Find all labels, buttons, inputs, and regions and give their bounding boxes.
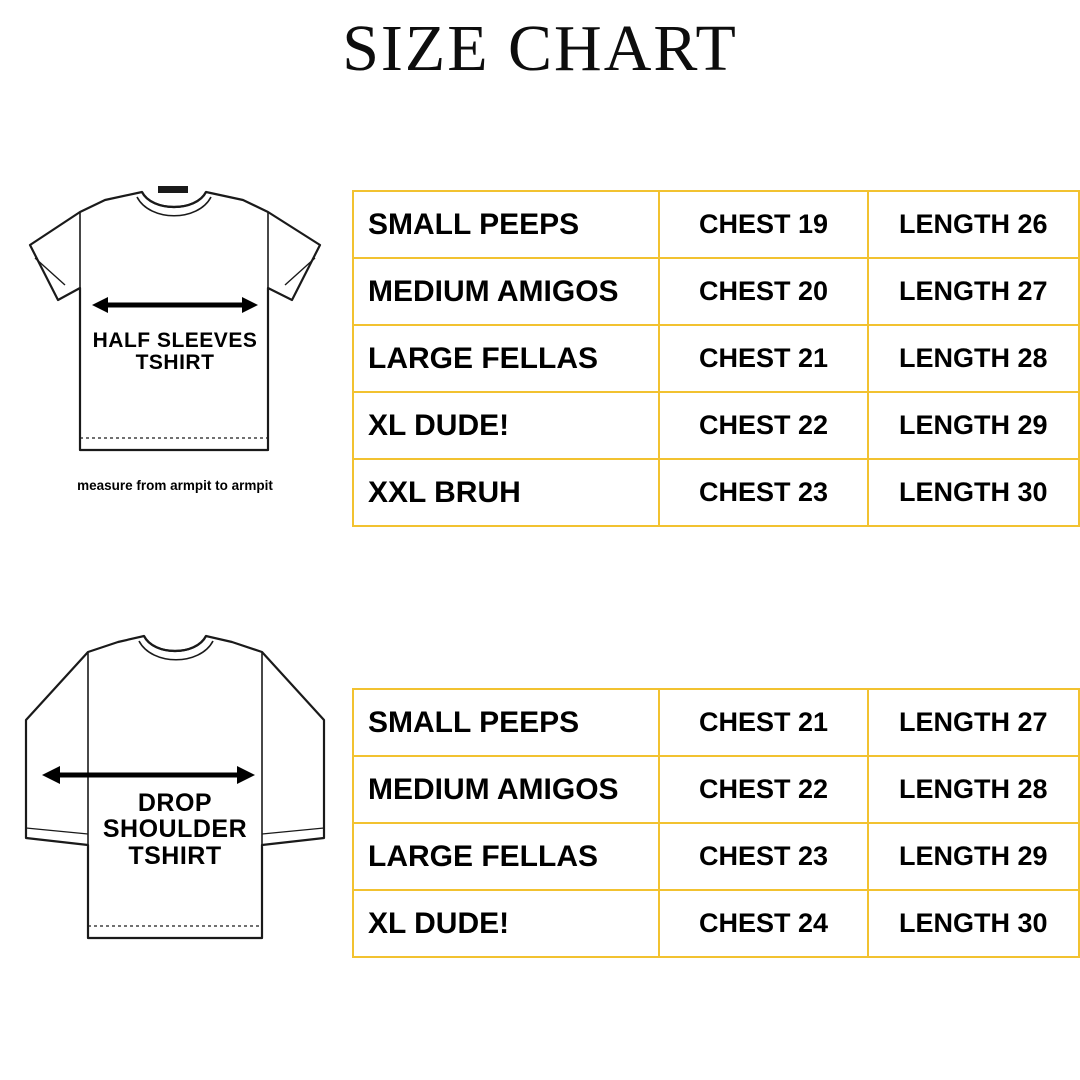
table-row <box>353 823 1079 890</box>
cell-length: LENGTH 28 <box>868 325 1079 392</box>
half-sleeves-caption <box>10 330 340 374</box>
cell-size: LARGE FELLAS <box>353 823 659 890</box>
tshirt-half-sleeve-icon <box>10 150 340 490</box>
table-row <box>353 756 1079 823</box>
cell-chest: CHEST 22 <box>659 392 867 459</box>
cell-size: SMALL PEEPS <box>353 191 659 258</box>
drop-shoulder-caption-line3: TSHIRT <box>128 841 222 870</box>
cell-size: MEDIUM AMIGOS <box>353 756 659 823</box>
table-row <box>353 392 1079 459</box>
size-table-drop-shoulder <box>352 688 1080 958</box>
cell-length: LENGTH 29 <box>868 823 1079 890</box>
half-sleeves-caption-line2: TSHIRT <box>135 351 215 375</box>
cell-size: XL DUDE! <box>353 392 659 459</box>
section-half-sleeves <box>0 150 1080 550</box>
table-row <box>353 890 1079 957</box>
size-table-half-sleeves <box>352 190 1080 527</box>
table-row <box>353 689 1079 756</box>
cell-chest: CHEST 23 <box>659 823 867 890</box>
cell-length: LENGTH 30 <box>868 459 1079 526</box>
measure-note: measure from armpit to armpit <box>77 478 273 493</box>
cell-chest: CHEST 20 <box>659 258 867 325</box>
cell-chest: CHEST 21 <box>659 689 867 756</box>
cell-size: SMALL PEEPS <box>353 689 659 756</box>
section-drop-shoulder <box>0 600 1080 1020</box>
cell-chest: CHEST 22 <box>659 756 867 823</box>
drop-shoulder-caption-line2: SHOULDER <box>102 815 248 844</box>
cell-length: LENGTH 28 <box>868 756 1079 823</box>
table-row <box>353 459 1079 526</box>
cell-length: LENGTH 27 <box>868 258 1079 325</box>
table-row <box>353 325 1079 392</box>
drop-shoulder-caption <box>10 790 340 869</box>
cell-chest: CHEST 19 <box>659 191 867 258</box>
cell-chest: CHEST 23 <box>659 459 867 526</box>
drop-shoulder-caption-line1: DROP <box>137 789 213 817</box>
table-row <box>353 258 1079 325</box>
cell-length: LENGTH 29 <box>868 392 1079 459</box>
half-sleeves-tshirt-illustration <box>10 150 340 550</box>
table-row <box>353 191 1079 258</box>
cell-length: LENGTH 30 <box>868 890 1079 957</box>
cell-size: XL DUDE! <box>353 890 659 957</box>
cell-chest: CHEST 24 <box>659 890 867 957</box>
drop-shoulder-tshirt-illustration <box>10 600 340 1000</box>
cell-size: XXL BRUH <box>353 459 659 526</box>
cell-length: LENGTH 26 <box>868 191 1079 258</box>
page-title: SIZE CHART <box>342 12 738 85</box>
cell-size: MEDIUM AMIGOS <box>353 258 659 325</box>
tshirt-drop-shoulder-icon <box>10 600 340 960</box>
cell-length: LENGTH 27 <box>868 689 1079 756</box>
half-sleeves-caption-line1: HALF SLEEVES <box>92 329 258 352</box>
cell-chest: CHEST 21 <box>659 325 867 392</box>
cell-size: LARGE FELLAS <box>353 325 659 392</box>
